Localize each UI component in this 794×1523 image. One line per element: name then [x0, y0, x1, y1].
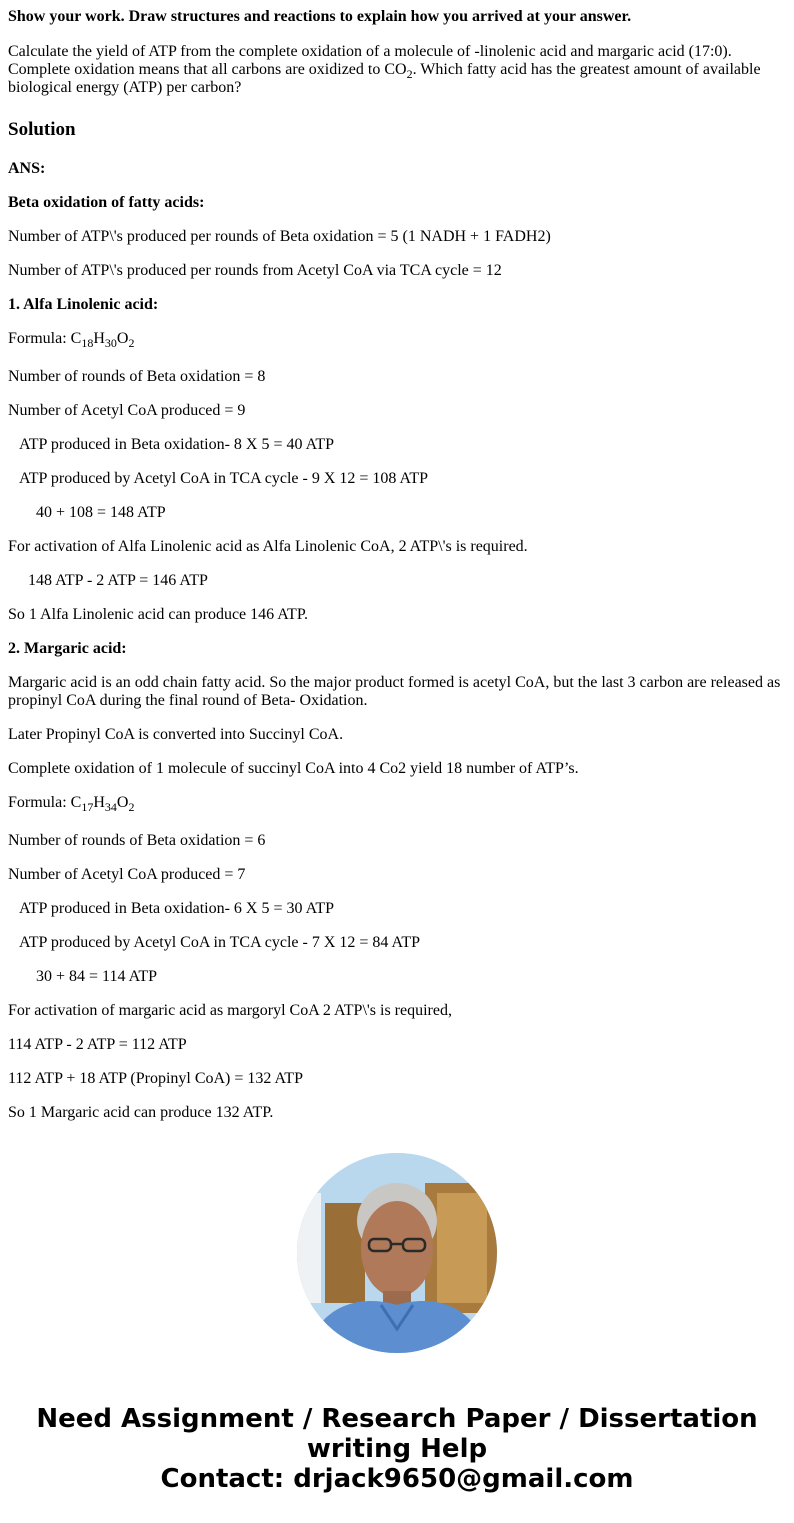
beta-atp-line: Number of ATP\'s produced per rounds of Beta oxidation = 5 (1 NADH + 1 FADH2) [8, 228, 551, 245]
linolenic-rounds: Number of rounds of Beta oxidation = 8 [8, 368, 266, 385]
question-body: Calculate the yield of ATP from the complete oxidation of a molecule of -linolenic acid and margaric acid (17:0). Complete oxidation means that all carbons are oxidized to $CO_2$. Which fatty acid has the greatest amount of available biological energy (ATP) per carbon? [8, 43, 761, 96]
linolenic-heading: 1. Alfa Linolenic acid: [8, 296, 159, 313]
tutor-avatar [297, 1153, 497, 1353]
margaric-sum: 30 + 84 = 114 ATP [36, 968, 158, 985]
linolenic-formula: Formula: $C_{18}H_{30}O_2$ [8, 330, 135, 350]
ans-label: ANS: [8, 160, 46, 177]
linolenic-sum: 40 + 108 = 148 ATP [36, 504, 166, 521]
linolenic-conclusion: So 1 Alfa Linolenic acid can produce 146 ATP. [8, 606, 308, 623]
promo-line-2: writing Help [306, 1434, 488, 1464]
margaric-beta-atp: ATP produced in Beta oxidation- 6 X 5 = 30 ATP [19, 900, 335, 917]
margaric-net: 114 ATP - 2 ATP = 112 ATP [8, 1036, 187, 1053]
beta-heading: Beta oxidation of fatty acids: [8, 194, 205, 211]
margaric-tca-atp: ATP produced by Acetyl CoA in TCA cycle - 7 X 12 = 84 ATP [19, 934, 420, 951]
promo-line-1: Need Assignment / Research Paper / Dissertation [36, 1404, 758, 1434]
margaric-acetyl: Number of Acetyl CoA produced = 7 [8, 866, 246, 883]
linolenic-tca-atp: ATP produced by Acetyl CoA in TCA cycle - 9 X 12 = 108 ATP [19, 470, 428, 487]
promo-banner [0, 1404, 794, 1494]
margaric-conclusion: So 1 Margaric acid can produce 132 ATP. [8, 1104, 274, 1121]
tutor-portrait-image [297, 1153, 497, 1353]
margaric-desc: Margaric acid is an odd chain fatty acid. So the major product formed is acetyl CoA, but the last 3 carbon are released as propinyl CoA during the final round of Beta- Oxidation. [8, 674, 781, 709]
margaric-formula: Formula: $C_{17}H_{34}O_2$ [8, 794, 135, 814]
margaric-rounds: Number of rounds of Beta oxidation = 6 [8, 832, 266, 849]
margaric-activation: For activation of margaric acid as margoryl CoA 2 ATP\'s is required, [8, 1002, 452, 1019]
margaric-succinyl: Complete oxidation of 1 molecule of succinyl CoA into 4 Co2 yield 18 number of ATP’s. [8, 760, 579, 777]
linolenic-activation: For activation of Alfa Linolenic acid as Alfa Linolenic CoA, 2 ATP\'s is required. [8, 538, 528, 555]
promo-contact: Contact: drjack9650@gmail.com [160, 1464, 634, 1494]
margaric-total: 112 ATP + 18 ATP (Propinyl CoA) = 132 ATP [8, 1070, 303, 1087]
linolenic-acetyl: Number of Acetyl CoA produced = 9 [8, 402, 246, 419]
margaric-heading: 2. Margaric acid: [8, 640, 127, 657]
linolenic-beta-atp: ATP produced in Beta oxidation- 8 X 5 = 40 ATP [19, 436, 335, 453]
question-instruction: Show your work. Draw structures and reactions to explain how you arrived at your answer. [8, 8, 632, 25]
tca-atp-line: Number of ATP\'s produced per rounds from Acetyl CoA via TCA cycle = 12 [8, 262, 502, 279]
margaric-propinyl: Later Propinyl CoA is converted into Succinyl CoA. [8, 726, 344, 743]
linolenic-net: 148 ATP - 2 ATP = 146 ATP [28, 572, 208, 589]
solution-title: Solution [8, 119, 76, 140]
